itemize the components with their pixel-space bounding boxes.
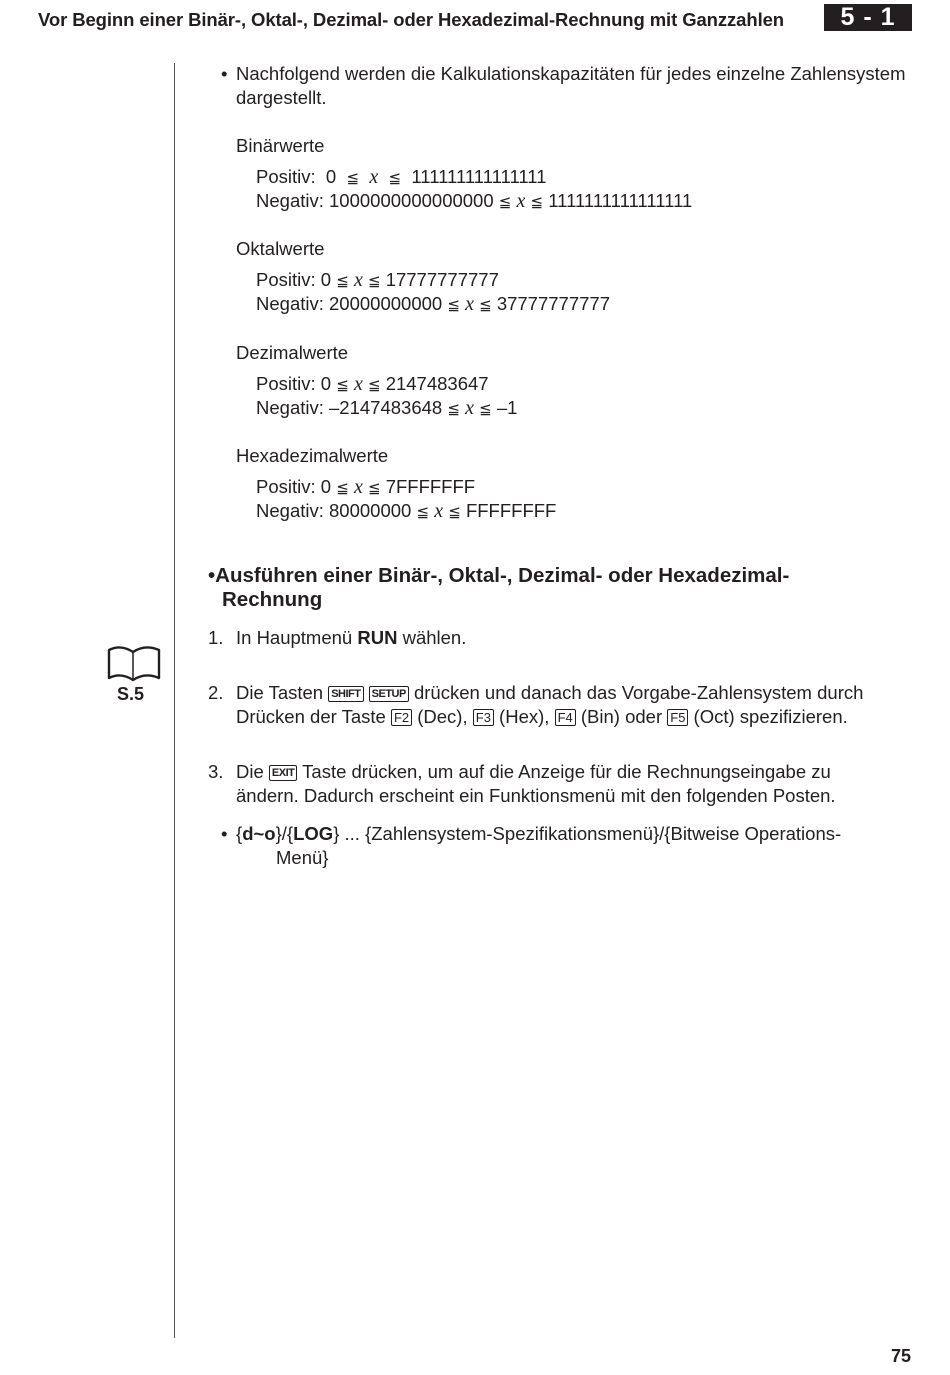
procedure-heading-line-2: Rechnung — [222, 588, 323, 611]
range-title-octal: Oktalwerte — [236, 238, 325, 259]
menu-item-bullet: • — [221, 823, 228, 844]
page-reference-label: S.5 — [117, 684, 145, 704]
range-negative-binary: Negativ: 1000000000000000 ≦ x ≦ 1111111111111111 — [256, 190, 693, 212]
menu-item-line-1: {d~o}/{LOG} ... {Zahlensystem-Spezifikationsmenü}/{Bitweise Operations- — [236, 823, 842, 844]
range-negative-hexadecimal: Negativ: 80000000 ≦ x ≦ FFFFFFFF — [256, 500, 557, 522]
section-badge: 5 - 1 — [824, 4, 912, 31]
range-title-hexadecimal: Hexadezimalwerte — [236, 445, 389, 466]
step-3-line-2: ändern. Dadurch erscheint ein Funktionsmenü mit den folgenden Posten. — [236, 785, 836, 806]
range-title-decimal: Dezimalwerte — [236, 342, 349, 363]
step-2-line-2: Drücken der Taste F2 (Dec), F3 (Hex), F4 (Bin) oder F5 (Oct) spezifizieren. — [236, 706, 848, 727]
f5-key-icon: F5 — [667, 709, 688, 726]
f4-key-icon: F4 — [555, 709, 576, 726]
range-negative-decimal: Negativ: –2147483648 ≦ x ≦ –1 — [256, 397, 518, 419]
procedure-heading-line-1: •Ausführen einer Binär-, Oktal-, Dezimal- oder Hexadezimal- — [208, 564, 790, 587]
range-positive-octal: Positiv: 0 ≦ x ≦ 17777777777 — [256, 269, 499, 291]
intro-line-1: Nachfolgend werden die Kalkulationskapazitäten für jedes einzelne Zahlensystem — [236, 63, 906, 84]
step-3-number: 3. — [208, 761, 224, 782]
margin-divider — [174, 63, 175, 1338]
range-positive-hexadecimal: Positiv: 0 ≦ x ≦ 7FFFFFFF — [256, 476, 476, 498]
page-number: 75 — [891, 1346, 912, 1366]
intro-line-2: dargestellt. — [236, 87, 327, 108]
intro-bullet: • — [221, 63, 228, 84]
range-positive-decimal: Positiv: 0 ≦ x ≦ 2147483647 — [256, 373, 489, 395]
menu-item-line-2: Menü} — [276, 847, 329, 868]
shift-key-icon: SHIFT — [328, 686, 363, 702]
setup-key-icon: SETUP — [369, 686, 409, 702]
range-positive-binary: Positiv: 0 ≦ x ≦ 111111111111111 — [256, 166, 547, 188]
range-title-binary: Binärwerte — [236, 135, 325, 156]
step-1-text: In Hauptmenü RUN wählen. — [236, 627, 467, 648]
step-2-line-1: Die Tasten SHIFT SETUP drücken und danach das Vorgabe-Zahlensystem durch — [236, 682, 864, 703]
f2-key-icon: F2 — [391, 709, 412, 726]
page-header-title: Vor Beginn einer Binär-, Oktal-, Dezimal- oder Hexadezimal-Rechnung mit Ganzzahlen — [38, 9, 784, 30]
range-negative-octal: Negativ: 20000000000 ≦ x ≦ 37777777777 — [256, 293, 610, 315]
exit-key-icon: EXIT — [269, 765, 297, 781]
f3-key-icon: F3 — [473, 709, 494, 726]
book-reference-icon — [105, 644, 163, 684]
step-1-number: 1. — [208, 627, 224, 648]
step-2-number: 2. — [208, 682, 224, 703]
step-3-line-1: Die EXIT Taste drücken, um auf die Anzeige für die Rechnungseingabe zu — [236, 761, 831, 782]
